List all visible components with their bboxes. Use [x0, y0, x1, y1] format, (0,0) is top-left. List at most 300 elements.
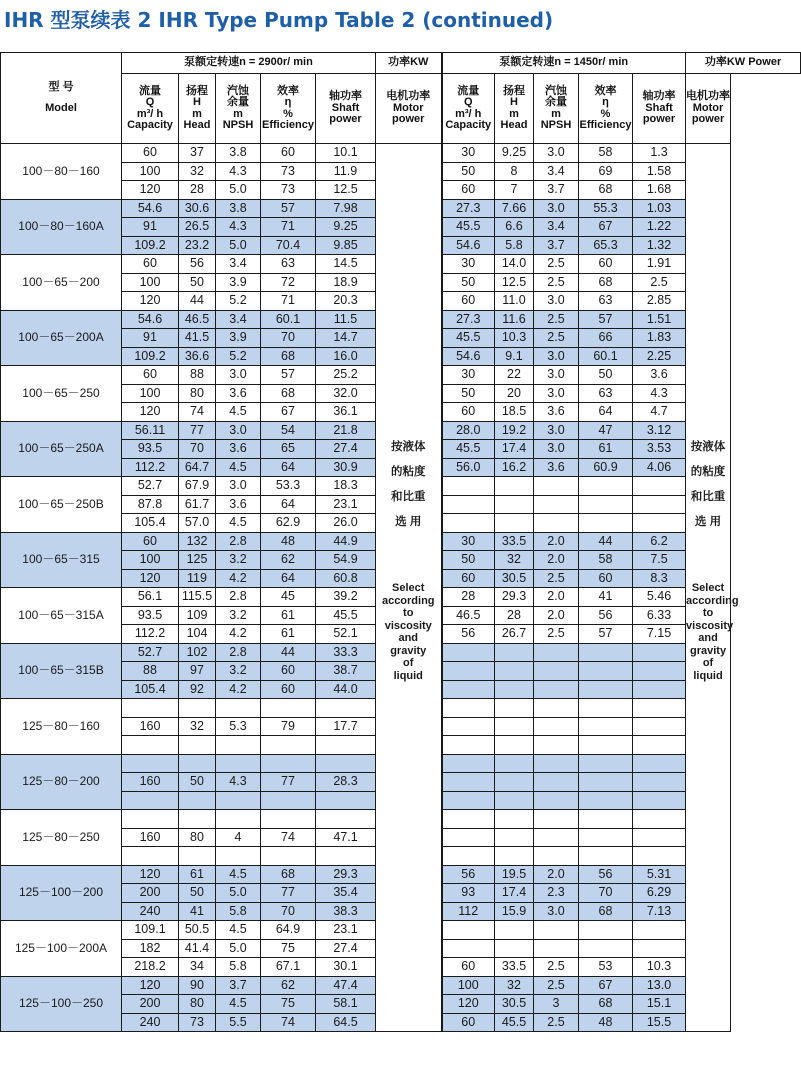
head-1450-cell: 19.2 — [495, 421, 534, 440]
npsh-2900-cell: 3.7 — [216, 976, 261, 995]
shaft-power-1450-cell — [633, 477, 686, 496]
efficiency-1450-cell — [579, 921, 633, 940]
efficiency-header-line: % — [283, 107, 293, 120]
efficiency-2900-cell: 70 — [261, 902, 316, 921]
head-header-line: Head — [500, 119, 528, 131]
efficiency-2900-cell: 60.1 — [261, 310, 316, 329]
head-1450-cell — [495, 662, 534, 681]
capacity-header-line: 流量 — [139, 84, 161, 97]
efficiency-1450-cell — [579, 699, 633, 718]
model-cell: 125－80－160 — [1, 699, 122, 755]
capacity-1450-cell: 27.3 — [442, 199, 495, 218]
efficiency-2900-cell: 70.4 — [261, 236, 316, 255]
capacity-2900-cell: 218.2 — [122, 958, 179, 977]
npsh-1450-cell: 3.0 — [534, 292, 579, 311]
npsh-1450-cell: 2.0 — [534, 551, 579, 570]
efficiency-1450-cell: 60 — [579, 569, 633, 588]
table-body — [1, 144, 801, 1032]
head-2900-cell: 73 — [179, 1013, 216, 1032]
capacity-2900-cell: 54.6 — [122, 310, 179, 329]
shaft-power-1450-cell — [633, 699, 686, 718]
shaft-power-1450-cell: 15.5 — [633, 1013, 686, 1032]
npsh-2900-cell: 4.3 — [216, 773, 261, 792]
shaft-power-1450-cell: 3.12 — [633, 421, 686, 440]
capacity-1450-cell — [442, 643, 495, 662]
capacity-2900-cell: 60 — [122, 255, 179, 274]
npsh-1450-cell — [534, 736, 579, 755]
capacity-2900-cell: 87.8 — [122, 495, 179, 514]
npsh-2900-cell — [216, 847, 261, 866]
capacity-1450-cell — [442, 810, 495, 829]
efficiency-1450-cell: 69 — [579, 162, 633, 181]
shaft-power-header-line: Shaft — [331, 101, 360, 114]
head-2900-cell: 88 — [179, 366, 216, 385]
capacity-2900-cell: 91 — [122, 218, 179, 237]
npsh-1450-cell: 3.4 — [534, 218, 579, 237]
shaft-power-2900-cell: 18.9 — [316, 273, 376, 292]
npsh-2900-cell: 3.4 — [216, 310, 261, 329]
shaft-power-2900-cell: 14.5 — [316, 255, 376, 274]
model-cell: 125－80－250 — [1, 810, 122, 866]
capacity-1450-cell — [442, 717, 495, 736]
shaft-power-2900-cell — [316, 810, 376, 829]
shaft-power-2900-cell: 9.25 — [316, 218, 376, 237]
capacity-2900-cell: 240 — [122, 902, 179, 921]
note-en-line: according — [381, 594, 435, 607]
shaft-power-2900-cell: 33.3 — [316, 643, 376, 662]
npsh-1450-cell: 3.0 — [534, 144, 579, 163]
npsh-2900-cell — [216, 699, 261, 718]
power-2900-header: 功率KW — [376, 53, 442, 74]
efficiency-1450-cell: 56 — [579, 865, 633, 884]
efficiency-1450-cell — [579, 773, 633, 792]
shaft-power-1450-cell: 6.2 — [633, 532, 686, 551]
npsh-2900-cell: 4.5 — [216, 921, 261, 940]
motor-power-header-line: 电机功率 — [686, 90, 731, 103]
npsh-2900-cell — [216, 736, 261, 755]
model-cell: 125－100－250 — [1, 976, 122, 1032]
efficiency-1450-cell: 68 — [579, 902, 633, 921]
shaft-power-1450-cell — [633, 810, 686, 829]
shaft-power-1450-cell: 3.53 — [633, 440, 686, 459]
note-en-line: and — [698, 632, 718, 644]
capacity-2900-cell — [122, 699, 179, 718]
npsh-1450-cell: 2.3 — [534, 884, 579, 903]
shaft-power-2900-cell: 25.2 — [316, 366, 376, 385]
efficiency-header-line: 效率 — [594, 84, 617, 97]
efficiency-2900-cell: 60 — [261, 144, 316, 163]
capacity-2900-cell: 93.5 — [122, 606, 179, 625]
npsh-header-line: m — [233, 107, 243, 120]
head-2900-cell — [179, 699, 216, 718]
capacity-2900-cell: 100 — [122, 384, 179, 403]
head-2900-cell: 57.0 — [179, 514, 216, 533]
npsh-1450-cell — [534, 754, 579, 773]
capacity-1450-cell: 93 — [442, 884, 495, 903]
motor-power-header-1450 — [686, 74, 731, 144]
efficiency-2900-cell: 67.1 — [261, 958, 316, 977]
capacity-2900-cell — [122, 791, 179, 810]
capacity-2900-cell: 109.1 — [122, 921, 179, 940]
efficiency-2900-cell: 62.9 — [261, 514, 316, 533]
capacity-2900-cell — [122, 847, 179, 866]
npsh-2900-cell: 3.6 — [216, 384, 261, 403]
npsh-1450-cell: 2.0 — [534, 588, 579, 607]
note-en-line: liquid — [693, 669, 723, 682]
capacity-1450-cell: 100 — [442, 976, 495, 995]
head-1450-cell — [495, 810, 534, 829]
efficiency-1450-cell — [579, 939, 633, 958]
shaft-power-header-1450 — [633, 74, 686, 144]
motor-power-note-1450 — [686, 144, 739, 1032]
head-1450-cell: 22 — [495, 366, 534, 385]
shaft-power-2900-cell: 26.0 — [316, 514, 376, 533]
shaft-power-1450-cell — [633, 662, 686, 681]
capacity-header-line: Q — [145, 96, 155, 108]
head-1450-cell: 28 — [495, 606, 534, 625]
efficiency-2900-cell — [261, 847, 316, 866]
head-1450-cell — [495, 699, 534, 718]
head-2900-cell: 44 — [179, 292, 216, 311]
shaft-power-2900-cell: 47.4 — [316, 976, 376, 995]
efficiency-1450-cell: 53 — [579, 958, 633, 977]
efficiency-1450-cell: 68 — [579, 995, 633, 1014]
efficiency-1450-cell: 68 — [579, 273, 633, 292]
npsh-2900-cell: 5.0 — [216, 939, 261, 958]
npsh-2900-cell: 4 — [216, 828, 261, 847]
capacity-1450-cell: 60 — [442, 181, 495, 200]
shaft-power-2900-cell: 23.1 — [316, 921, 376, 940]
note-en-line: gravity — [689, 644, 727, 657]
head-2900-cell: 125 — [179, 551, 216, 570]
npsh-1450-cell — [534, 717, 579, 736]
note-cn-line: 的粘度 — [690, 466, 726, 478]
capacity-1450-cell: 30 — [442, 532, 495, 551]
head-1450-cell: 30.5 — [495, 995, 534, 1014]
capacity-2900-cell — [122, 810, 179, 829]
shaft-power-1450-cell: 4.06 — [633, 458, 686, 477]
shaft-power-2900-cell: 18.3 — [316, 477, 376, 496]
capacity-2900-cell: 120 — [122, 569, 179, 588]
npsh-1450-cell: 3.6 — [534, 403, 579, 422]
npsh-1450-cell — [534, 921, 579, 940]
capacity-2900-cell: 88 — [122, 662, 179, 681]
efficiency-2900-cell — [261, 736, 316, 755]
efficiency-2900-cell — [261, 810, 316, 829]
head-2900-cell: 64.7 — [179, 458, 216, 477]
npsh-2900-cell: 3.0 — [216, 477, 261, 496]
efficiency-2900-cell: 75 — [261, 995, 316, 1014]
efficiency-2900-cell — [261, 699, 316, 718]
capacity-2900-cell: 120 — [122, 181, 179, 200]
head-1450-cell: 32 — [495, 976, 534, 995]
shaft-power-2900-cell — [316, 699, 376, 718]
npsh-2900-cell: 5.0 — [216, 236, 261, 255]
shaft-power-1450-cell: 6.29 — [633, 884, 686, 903]
head-1450-cell — [495, 828, 534, 847]
head-1450-cell: 8 — [495, 162, 534, 181]
head-header-line: 扬程 — [186, 84, 208, 97]
head-1450-cell: 14.0 — [495, 255, 534, 274]
model-cell: 100－65－250A — [1, 421, 122, 477]
head-2900-cell: 28 — [179, 181, 216, 200]
shaft-power-1450-cell: 6.33 — [633, 606, 686, 625]
pump-table-container — [0, 52, 800, 1032]
model-cell: 100－65－250 — [1, 366, 122, 422]
head-2900-cell: 70 — [179, 440, 216, 459]
npsh-1450-cell: 3.0 — [534, 199, 579, 218]
head-1450-cell: 15.9 — [495, 902, 534, 921]
table-row — [1, 144, 801, 163]
model-cell: 125－80－200 — [1, 754, 122, 810]
head-2900-cell: 61.7 — [179, 495, 216, 514]
efficiency-2900-cell: 75 — [261, 939, 316, 958]
capacity-1450-cell — [442, 662, 495, 681]
shaft-power-2900-cell: 23.1 — [316, 495, 376, 514]
shaft-power-2900-cell: 16.0 — [316, 347, 376, 366]
model-cell: 100－80－160 — [1, 144, 122, 200]
npsh-1450-cell — [534, 643, 579, 662]
shaft-power-2900-cell: 27.4 — [316, 440, 376, 459]
npsh-1450-cell — [534, 699, 579, 718]
efficiency-2900-cell: 79 — [261, 717, 316, 736]
npsh-1450-cell — [534, 828, 579, 847]
pump-performance-table — [0, 52, 801, 1032]
capacity-1450-cell — [442, 791, 495, 810]
shaft-power-1450-cell: 4.3 — [633, 384, 686, 403]
head-2900-cell — [179, 736, 216, 755]
shaft-power-1450-cell: 7.13 — [633, 902, 686, 921]
head-2900-cell: 92 — [179, 680, 216, 699]
shaft-power-2900-cell — [316, 754, 376, 773]
shaft-power-1450-cell: 1.32 — [633, 236, 686, 255]
shaft-power-1450-cell: 5.31 — [633, 865, 686, 884]
capacity-1450-cell: 28 — [442, 588, 495, 607]
capacity-1450-cell: 45.5 — [442, 218, 495, 237]
head-header-line: 扬程 — [503, 84, 525, 97]
head-2900-cell: 50 — [179, 273, 216, 292]
efficiency-2900-cell: 60 — [261, 680, 316, 699]
efficiency-2900-cell: 61 — [261, 606, 316, 625]
capacity-header-1450 — [442, 74, 495, 144]
capacity-1450-cell: 60 — [442, 958, 495, 977]
capacity-header-line: Q — [463, 96, 473, 108]
efficiency-1450-cell — [579, 717, 633, 736]
head-2900-cell: 50.5 — [179, 921, 216, 940]
shaft-power-1450-cell: 3.6 — [633, 366, 686, 385]
power-1450-header: 功率KW Power — [686, 53, 801, 74]
head-2900-cell: 61 — [179, 865, 216, 884]
npsh-1450-cell — [534, 477, 579, 496]
npsh-2900-cell: 5.0 — [216, 884, 261, 903]
npsh-1450-cell — [534, 662, 579, 681]
npsh-2900-cell: 3.8 — [216, 199, 261, 218]
head-header-1450 — [495, 74, 534, 144]
efficiency-header-line: η — [602, 96, 609, 108]
shaft-power-2900-cell — [316, 736, 376, 755]
capacity-2900-cell: 105.4 — [122, 514, 179, 533]
head-1450-cell — [495, 495, 534, 514]
head-1450-cell: 17.4 — [495, 884, 534, 903]
head-2900-cell: 23.2 — [179, 236, 216, 255]
efficiency-2900-cell: 70 — [261, 329, 316, 348]
capacity-1450-cell: 120 — [442, 995, 495, 1014]
head-1450-cell: 30.5 — [495, 569, 534, 588]
efficiency-2900-cell: 73 — [261, 162, 316, 181]
npsh-2900-cell: 4.5 — [216, 995, 261, 1014]
shaft-power-2900-cell — [316, 847, 376, 866]
efficiency-header-line: Efficiency — [262, 119, 314, 131]
head-1450-cell — [495, 514, 534, 533]
npsh-header-line: m — [551, 107, 561, 120]
efficiency-1450-cell — [579, 847, 633, 866]
efficiency-1450-cell: 67 — [579, 976, 633, 995]
head-2900-cell: 41 — [179, 902, 216, 921]
head-1450-cell — [495, 717, 534, 736]
shaft-power-1450-cell: 10.3 — [633, 958, 686, 977]
head-2900-cell: 26.5 — [179, 218, 216, 237]
npsh-header-line: 汽蚀 — [545, 84, 567, 97]
model-header — [1, 53, 122, 144]
head-2900-cell: 46.5 — [179, 310, 216, 329]
shaft-power-2900-cell: 21.8 — [316, 421, 376, 440]
note-cn-line: 和比重 — [391, 491, 426, 503]
capacity-2900-cell: 52.7 — [122, 643, 179, 662]
shaft-power-header-line: power — [329, 113, 362, 126]
npsh-1450-cell — [534, 514, 579, 533]
head-1450-cell: 7 — [495, 181, 534, 200]
capacity-2900-cell: 60 — [122, 144, 179, 163]
capacity-1450-cell: 56.0 — [442, 458, 495, 477]
efficiency-2900-cell: 73 — [261, 181, 316, 200]
efficiency-2900-cell: 72 — [261, 273, 316, 292]
efficiency-2900-cell: 64 — [261, 569, 316, 588]
npsh-1450-cell — [534, 939, 579, 958]
npsh-2900-cell: 5.5 — [216, 1013, 261, 1032]
efficiency-2900-cell: 68 — [261, 865, 316, 884]
head-2900-cell: 102 — [179, 643, 216, 662]
efficiency-header-2900 — [261, 74, 316, 144]
head-2900-cell — [179, 810, 216, 829]
efficiency-2900-cell: 63 — [261, 255, 316, 274]
capacity-1450-cell: 30 — [442, 366, 495, 385]
shaft-power-1450-cell — [633, 495, 686, 514]
efficiency-1450-cell: 56 — [579, 606, 633, 625]
efficiency-2900-cell: 64 — [261, 458, 316, 477]
npsh-2900-cell: 3.9 — [216, 273, 261, 292]
npsh-1450-cell — [534, 847, 579, 866]
note-cn-line: 选 用 — [395, 516, 422, 528]
model-cell: 100－80－160A — [1, 199, 122, 255]
shaft-power-1450-cell: 2.85 — [633, 292, 686, 311]
shaft-power-1450-cell — [633, 736, 686, 755]
head-2900-cell: 119 — [179, 569, 216, 588]
capacity-2900-cell: 60 — [122, 366, 179, 385]
note-en-line: and — [398, 632, 419, 644]
head-2900-cell: 80 — [179, 828, 216, 847]
note-cn-line: 选 用 — [694, 516, 722, 528]
head-1450-cell — [495, 477, 534, 496]
shaft-power-2900-cell: 29.3 — [316, 865, 376, 884]
efficiency-2900-cell: 45 — [261, 588, 316, 607]
capacity-header-line: m³/ h — [455, 107, 482, 120]
capacity-1450-cell — [442, 828, 495, 847]
npsh-2900-cell: 4.5 — [216, 865, 261, 884]
head-1450-cell: 9.25 — [495, 144, 534, 163]
head-1450-cell: 20 — [495, 384, 534, 403]
head-header-line: H — [510, 96, 518, 108]
head-header-line: H — [193, 96, 201, 108]
capacity-2900-cell: 100 — [122, 551, 179, 570]
npsh-1450-cell: 2.5 — [534, 569, 579, 588]
capacity-1450-cell — [442, 495, 495, 514]
efficiency-1450-cell — [579, 736, 633, 755]
head-2900-cell: 34 — [179, 958, 216, 977]
npsh-2900-cell: 3.8 — [216, 144, 261, 163]
capacity-1450-cell — [442, 773, 495, 792]
shaft-power-1450-cell: 2.25 — [633, 347, 686, 366]
efficiency-1450-cell: 57 — [579, 625, 633, 644]
npsh-2900-cell: 3.9 — [216, 329, 261, 348]
model-cell: 125－100－200 — [1, 865, 122, 921]
note-en-line: to — [702, 607, 714, 619]
npsh-2900-cell — [216, 754, 261, 773]
efficiency-1450-cell — [579, 477, 633, 496]
efficiency-1450-cell: 50 — [579, 366, 633, 385]
efficiency-1450-cell: 65.3 — [579, 236, 633, 255]
shaft-power-1450-cell: 1.68 — [633, 181, 686, 200]
efficiency-1450-cell — [579, 791, 633, 810]
shaft-power-1450-cell — [633, 754, 686, 773]
head-1450-cell — [495, 680, 534, 699]
efficiency-2900-cell: 62 — [261, 976, 316, 995]
npsh-2900-cell: 4.3 — [216, 218, 261, 237]
model-cell: 100－65－250B — [1, 477, 122, 533]
head-2900-cell: 90 — [179, 976, 216, 995]
head-1450-cell — [495, 921, 534, 940]
shaft-power-1450-cell — [633, 847, 686, 866]
head-2900-cell: 37 — [179, 144, 216, 163]
motor-power-note-2900 — [376, 144, 442, 1032]
capacity-2900-cell: 120 — [122, 976, 179, 995]
npsh-1450-cell: 2.5 — [534, 958, 579, 977]
head-1450-cell: 7.66 — [495, 199, 534, 218]
head-1450-cell: 5.8 — [495, 236, 534, 255]
head-2900-cell: 41.4 — [179, 939, 216, 958]
head-1450-cell — [495, 643, 534, 662]
model-cell: 100－65－315A — [1, 588, 122, 644]
page-title: IHR 型泵续表 2 IHR Type Pump Table 2 (continued) — [4, 8, 554, 32]
capacity-1450-cell: 60 — [442, 403, 495, 422]
head-2900-cell: 77 — [179, 421, 216, 440]
efficiency-2900-cell: 71 — [261, 218, 316, 237]
capacity-2900-cell: 93.5 — [122, 440, 179, 459]
npsh-1450-cell: 2.5 — [534, 976, 579, 995]
shaft-power-2900-cell: 38.7 — [316, 662, 376, 681]
efficiency-1450-cell: 60 — [579, 255, 633, 274]
capacity-header-2900 — [122, 74, 179, 144]
head-1450-cell: 45.5 — [495, 1013, 534, 1032]
npsh-2900-cell: 5.8 — [216, 958, 261, 977]
head-2900-cell: 67.9 — [179, 477, 216, 496]
npsh-2900-cell: 3.6 — [216, 495, 261, 514]
efficiency-1450-cell: 61 — [579, 440, 633, 459]
shaft-power-header-2900 — [316, 74, 376, 144]
motor-power-header-line: power — [392, 113, 425, 126]
capacity-1450-cell: 56 — [442, 865, 495, 884]
shaft-power-header-line: 轴功率 — [642, 90, 676, 103]
capacity-1450-cell — [442, 699, 495, 718]
